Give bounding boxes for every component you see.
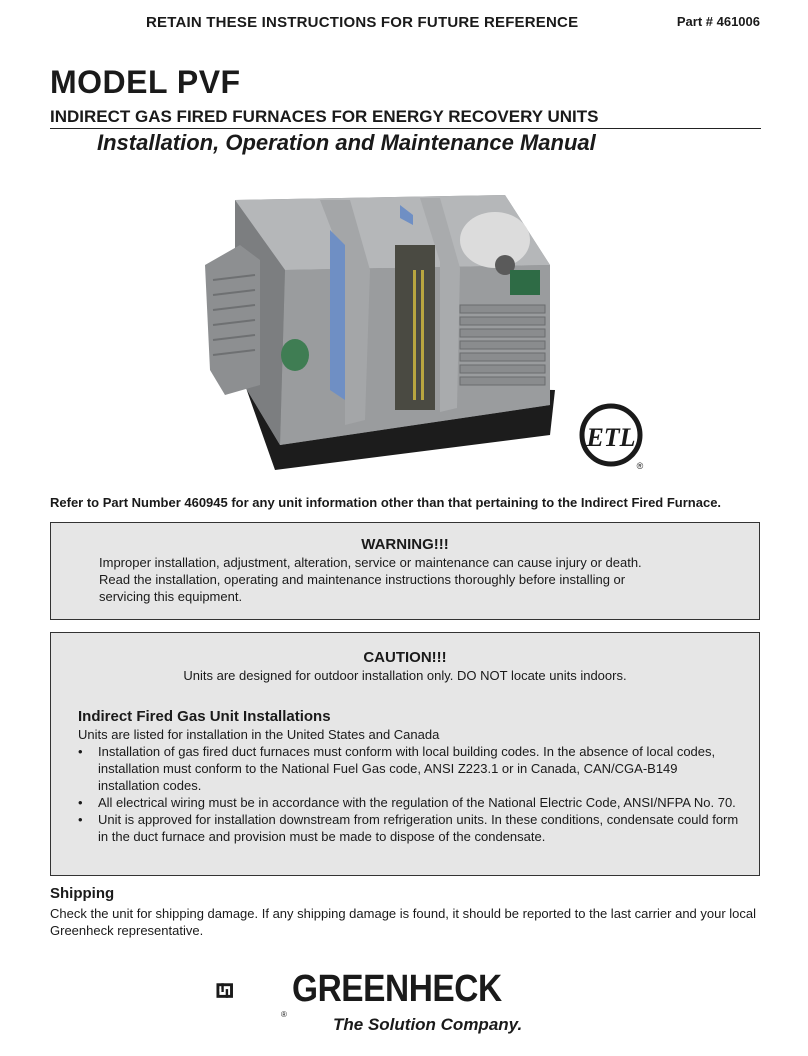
model-title: MODEL PVF	[50, 64, 241, 100]
installations-list	[78, 743, 739, 845]
etl-mark-text: ETL	[586, 423, 636, 452]
warning-line-1: Improper installation, adjustment, alteration, service or maintenance can cause injury or death.	[99, 555, 642, 570]
warning-title: WARNING!!!	[361, 536, 449, 553]
list-item: • Unit is approved for installation downstream from refrigeration units. In these conditions, condensate could form in the duct furnace and provision must be made to dispose of the condensate.	[78, 811, 739, 845]
list-item: • All electrical wiring must be in accordance with the regulation of the National Electric Code, ANSI/NFPA No. 70.	[78, 794, 739, 811]
caution-box	[50, 632, 760, 876]
brand-tagline: The Solution Company.	[333, 1015, 523, 1034]
installations-section	[78, 708, 739, 845]
warning-line-3: servicing this equipment.	[99, 589, 243, 604]
warning-text	[99, 554, 759, 605]
shipping-title: Shipping	[50, 885, 115, 902]
manual-title: Installation, Operation and Maintenance Manual	[97, 130, 596, 155]
caution-title: CAUTION!!!	[363, 649, 447, 666]
caution-text: Units are designed for outdoor installation only. DO NOT locate units indoors.	[183, 668, 627, 683]
shipping-text: Check the unit for shipping damage. If any shipping damage is found, it should be reported to the last carrier and your local Greenheck representative.	[50, 906, 757, 938]
etl-certification-mark	[578, 403, 650, 475]
refer-note: Refer to Part Number 460945 for any unit information other than that pertaining to the Indirect Fired Furnace.	[50, 495, 722, 510]
document-subtitle: INDIRECT GAS FIRED FURNACES FOR ENERGY RECOVERY UNITS	[50, 107, 761, 129]
warning-line-2: Read the installation, operating and maintenance instructions thoroughly before installing or	[99, 572, 626, 587]
retain-notice: RETAIN THESE INSTRUCTIONS FOR FUTURE REFERENCE	[146, 14, 579, 31]
brand-registered-mark: ®	[281, 1010, 287, 1019]
unit-illustration	[205, 170, 590, 480]
installations-intro: Units are listed for installation in the United States and Canada	[78, 727, 440, 742]
installations-title: Indirect Fired Gas Unit Installations	[78, 708, 331, 725]
part-number: Part # 461006	[676, 14, 760, 29]
etl-registered-mark: ®	[636, 461, 644, 471]
brand-name: GREENHECK	[292, 968, 502, 1010]
warning-box	[50, 522, 760, 620]
list-item: • Installation of gas fired duct furnaces must conform with local building codes. In the absence of local codes, installation must conform to the National Fuel Gas code, ANSI Z223.1 or in Canada, CAN/CGA-B149 installation codes.	[78, 743, 739, 794]
